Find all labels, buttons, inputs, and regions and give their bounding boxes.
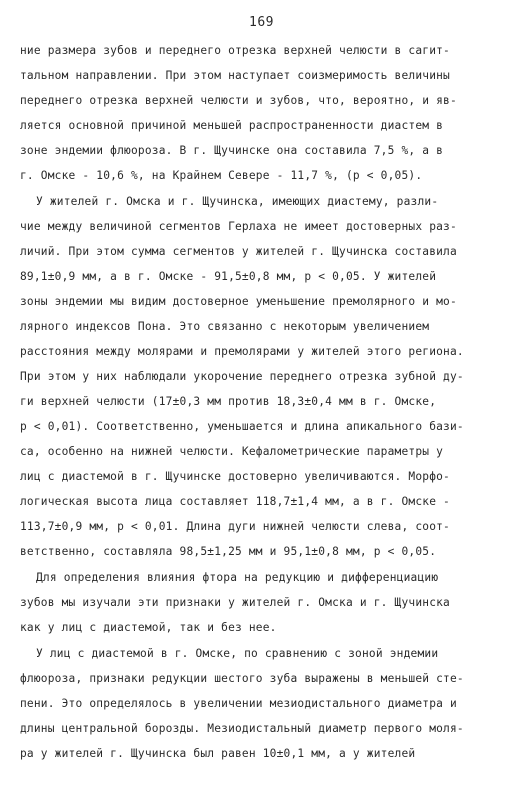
text-line: расстояния между молярами и премолярами у жителей этого региона. <box>20 345 464 358</box>
text-line: ветственно, составляла 98,5±1,25 мм и 95,1±0,8 мм, р < 0,05. <box>20 545 437 558</box>
text-line: логическая высота лица составляет 118,7±1,4 мм, а в г. Омске - <box>20 495 450 508</box>
text-line: лиц с диастемой в г. Щучинске достоверно увеличиваются. Морфо- <box>20 470 450 483</box>
text-line: тальном направлении. При этом наступает соизмеримость величины <box>20 69 450 82</box>
text-line: флюороза, признаки редукции шестого зуба выражены в меньшей сте- <box>20 672 464 685</box>
text-line: 113,7±0,9 мм, р < 0,01. Длина дуги нижней челюсти слева, соот- <box>20 520 450 533</box>
text-line: ние размера зубов и переднего отрезка верхней челюсти в сагит- <box>20 44 450 57</box>
text-line: зоне эндемии флюороза. В г. Щучинске она составила 7,5 %, а в <box>20 144 444 157</box>
text-line: р < 0,01). Соответственно, уменьшается и длина апикального бази- <box>20 420 464 433</box>
page-number: 169 <box>249 15 274 30</box>
text-line: са, особенно на нижней челюсти. Кефалометрические параметры у <box>20 445 444 458</box>
text-line: У жителей г. Омска и г. Щучинска, имеющих диастему, разли- <box>36 195 439 208</box>
text-line: как у лиц с диастемой, так и без нее. <box>20 621 277 634</box>
text-line: ляется основной причиной меньшей распространенности диастем в <box>20 119 444 132</box>
text-line: переднего отрезка верхней челюсти и зубов, что, вероятно, и яв- <box>20 94 457 107</box>
text-line: ги верхней челюсти (17±0,3 мм против 18,3±0,4 мм в г. Омске, <box>20 395 437 408</box>
text-line: длины центральной борозды. Мезиодистальный диаметр первого моля- <box>20 722 464 735</box>
text-line: личий. При этом сумма сегментов у жителей г. Щучинска составила <box>20 245 457 258</box>
text-line: зубов мы изучали эти признаки у жителей г. Омска и г. Щучинска <box>20 596 450 609</box>
text-line: У лиц с диастемой в г. Омске, по сравнению с зоной эндемии <box>36 647 439 660</box>
text-line: 89,1±0,9 мм, а в г. Омске - 91,5±0,8 мм, р < 0,05. У жителей <box>20 270 437 283</box>
text-line: лярного индексов Пона. Это связанно с некоторым увеличением <box>20 320 430 333</box>
text-line: г. Омске - 10,6 %, на Крайнем Севере - 11,7 %, (р < 0,05). <box>20 169 423 182</box>
text-line: пени. Это определялось в увеличении мезиодистального диаметра и <box>20 697 457 710</box>
text-line: При этом у них наблюдали укорочение переднего отрезка зубной ду- <box>20 370 464 383</box>
text-line: чие между величиной сегментов Герлаха не имеет достоверных раз- <box>20 220 457 233</box>
text-line: ра у жителей г. Щучинска был равен 10±0,1 мм, а у жителей <box>20 747 416 760</box>
text-line: Для определения влияния фтора на редукцию и дифференциацию <box>36 571 439 584</box>
text-line: зоны эндемии мы видим достоверное уменьшение премолярного и мо- <box>20 295 457 308</box>
